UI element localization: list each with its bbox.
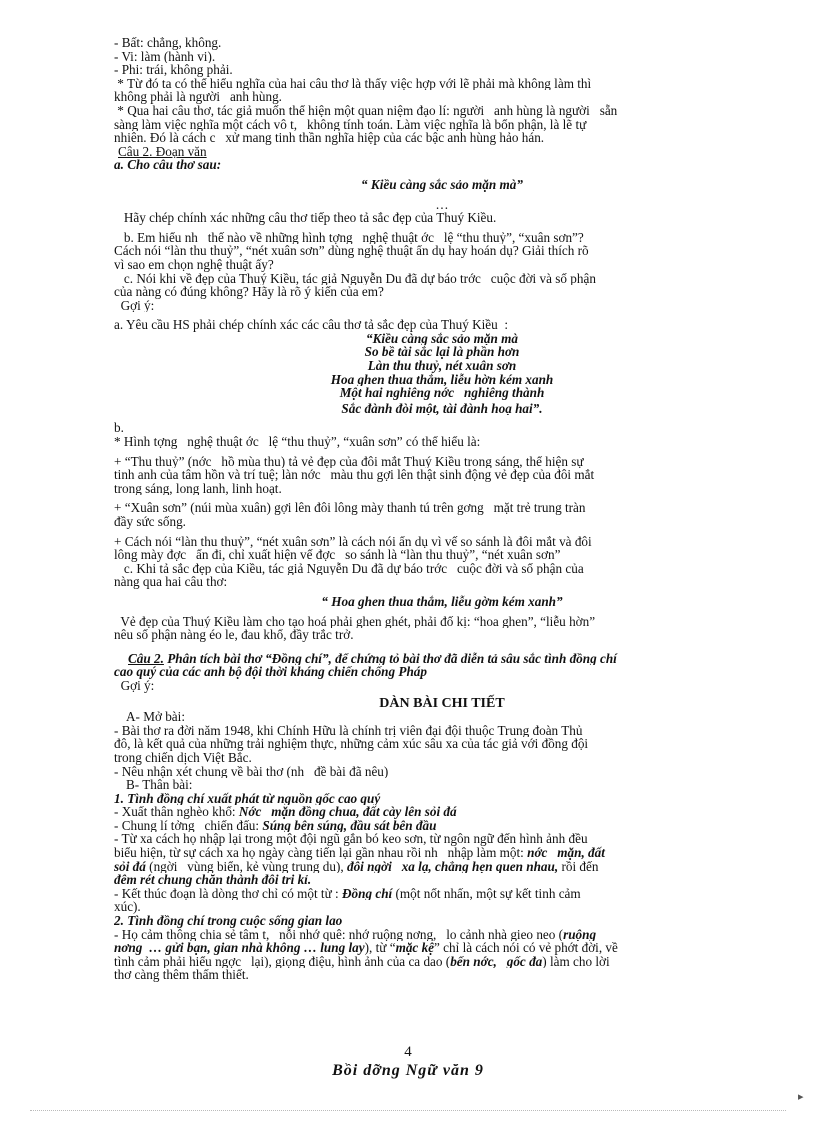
poem-line: “Kiều càng sắc sảo mặn mà xyxy=(365,331,519,346)
quote-span: mặc kệ xyxy=(395,941,435,955)
text-line: - Bất: chẳng, không. xyxy=(114,36,222,50)
quote-line: đêm rét chung chăn thành đôi tri kỉ. xyxy=(114,873,312,887)
text-line: Gợi ý: xyxy=(114,678,155,693)
text-span: rồi đến xyxy=(558,859,599,874)
outline-title: DÀN BÀI CHI TIẾT xyxy=(379,695,505,711)
text-line: xúc). xyxy=(114,900,141,915)
text-line: b. xyxy=(114,421,124,436)
page-footer: Bồi dỡng Ngữ văn 9 xyxy=(332,1062,484,1079)
quote-span: nơng … gửi bạn, gian nhà không … lung lay xyxy=(114,941,365,955)
text-line: - Phi: trái, không phải. xyxy=(114,63,233,77)
text-line: thơ càng thêm thấm thiết. xyxy=(114,968,249,982)
text-span: - Chung lí tởng chiến đấu: xyxy=(114,818,263,833)
quote-span: ruộng xyxy=(563,927,597,942)
page-number: 4 xyxy=(404,1044,412,1060)
text-line: Hãy chép chính xác những câu thơ tiếp theo tả sắc đẹp của Thuý Kiều. xyxy=(114,211,497,225)
text-line: của nàng có đúng không? Hãy là rõ ý kiến của em? xyxy=(114,285,384,299)
text-span: (một nốt nhấn, một sự kết tinh cảm xyxy=(392,886,581,901)
text-line: đầy sức sống. xyxy=(114,515,186,529)
poem-line: Sắc đành đòi một, tài đành hoạ hai”. xyxy=(341,401,543,416)
question-text: cao quý của các anh bộ đội thời kháng chiến chống Pháp xyxy=(114,665,427,679)
text-line: sàng làm việc nghĩa một cách vô t, không tính toán. Làm việc nghĩa là bổn phận, là lẽ tự xyxy=(114,117,587,132)
text-span: biểu hiện, từ sự cách xa họ ngày càng tiến lại gần nhau rồi nh nhập làm một: xyxy=(114,846,528,860)
corner-mark: ▸ xyxy=(798,1091,804,1103)
text-line: - Vi: làm (hành vi). xyxy=(114,49,216,64)
text-line: nàng qua hai câu thơ: xyxy=(114,575,228,589)
question-text: Phân tích bài thơ “Đồng chí”, để chứng tỏ bài thơ đã diễn tả sâu sắc tình đồng chí xyxy=(163,651,617,666)
section-heading: Câu 2. xyxy=(128,651,164,666)
text-span: - Họ cảm thông chia sẻ tâm t, nỗi nhớ quê: nhớ ruộng nơng, lo cảnh nhà gieo neo ( xyxy=(114,927,564,942)
text-line: - Bài thơ ra đời năm 1948, khi Chính Hữu là chính trị viên đại đội thuộc Trung đoàn Thủ xyxy=(114,723,583,738)
quote-span: đôi ngời xa lạ, chẳng hẹn quen nhau, xyxy=(346,859,559,874)
text-span: tình cảm phải hiểu ngợc lại), giọng điệu, hình ảnh của ca dao ( xyxy=(114,954,451,969)
text-line: + “Xuân sơn” (núi mùa xuân) gợi lên đôi lông mày thanh tú trên gơng mặt trẻ trung tràn xyxy=(114,501,586,515)
quote-span: Súng bên súng, đầu sát bên đầu xyxy=(262,818,437,833)
section-label: A- Mở bài: xyxy=(126,710,185,724)
text-line: không phải là người anh hùng. xyxy=(114,90,282,104)
text-line: * Hình tợng nghệ thuật ớc lệ “thu thuỷ”, “xuân sơn” có thể hiểu là: xyxy=(114,435,481,449)
subsection-title: 2. Tình đồng chí trong cuộc sống gian lao xyxy=(114,914,343,928)
poem-line: Một hai nghiêng nớc nghiêng thành xyxy=(339,386,545,400)
text-span: (ngời vùng biển, kẻ vùng trung du), xyxy=(145,859,347,874)
footer-rule xyxy=(30,1110,786,1111)
text-line: Cách nói “làn thu thuỷ”, “nét xuân sơn” dùng nghệ thuật ẩn dụ hay hoán dụ? Giải thích rõ xyxy=(114,244,589,258)
text-line: Vẻ đẹp của Thuý Kiều làm cho tạo hoá phải ghen ghét, phải đố kị: “hoa ghen”, “liễu hờn” xyxy=(114,614,596,629)
subheading: a. Cho câu thơ sau: xyxy=(114,158,222,172)
quote-span: Nớc mặn đồng chua, đất cày lên sỏi đá xyxy=(238,805,457,819)
text-line: trong sáng, long lanh, linh hoạt. xyxy=(114,481,282,496)
text-line: Gợi ý: xyxy=(114,298,155,313)
text-span: ” chỉ là cách nói có vẻ phớt đời, về xyxy=(434,941,618,955)
quote-span: nớc mặn, đất xyxy=(527,846,605,860)
text-line: c. Nói khi về đẹp của Thuý Kiều, tác giả Nguyễn Du đã dự báo trớc cuộc đời và số phận xyxy=(114,271,596,286)
section-heading: Câu 2. Đoạn văn xyxy=(118,144,207,159)
quote: “ Kiều càng sắc sảo mặn mà” xyxy=(361,177,523,192)
text-line: - Từ xa cách họ nhập lại trong một đội ngũ gắn bó keo sơn, từ ngôn ngữ đến hình ảnh đều xyxy=(114,832,588,847)
text-line: a. Yêu cầu HS phải chép chính xác các câu thơ tả sắc đẹp của Thuý Kiều : xyxy=(114,318,509,332)
text-line: vì sao em chọn nghệ thuật ấy? xyxy=(114,257,274,272)
text-span: ) làm cho lời xyxy=(542,954,610,969)
text-line: nêu số phận nàng éo le, đau khổ, đầy trắc trở. xyxy=(114,628,354,642)
text-line: trong chiến dịch Việt Bắc. xyxy=(114,750,252,765)
text-line: + “Thu thuỷ” (nớc hồ mùa thu) tả vẻ đẹp của đôi mắt Thuý Kiều trong sáng, thể hiện sự xyxy=(114,454,584,469)
text-span: - Xuất thân nghèo khổ: xyxy=(114,805,239,819)
poem-line: So bề tài sắc lại là phần hơn xyxy=(364,345,520,360)
text-line: * Từ đó ta có thể hiểu nghĩa của hai câu thơ là thấy việc hợp với lẽ phải mà không làm thì xyxy=(114,76,592,91)
text-line: đô, là kết quả của những trải nghiệm thực, những cảm xúc sâu xa của tác giả với đồng đội xyxy=(114,737,589,751)
text-line: c. Khi tả sắc đẹp của Kiều, tác giả Nguyễn Du đã dự báo trớc cuộc đời và số phận của xyxy=(114,561,584,576)
text-line: tinh anh của tâm hồn và trí tuệ; làn nớc màu thu gợi lên thật sinh động vẻ đẹp của đôi mắt xyxy=(114,468,595,482)
ellipsis: … xyxy=(435,197,449,212)
text-line: b. Em hiểu nh thế nào về những hình tợng nghệ thuật ớc lệ “thu thuỷ”, “xuân sơn”? xyxy=(114,230,584,245)
text-line: nhiên. Đó là cách c xử mang tinh thần nghĩa hiệp của các bậc anh hùng hảo hán. xyxy=(114,131,545,145)
quote: “ Hoa ghen thua thắm, liễu gờm kém xanh” xyxy=(321,594,563,609)
quote-span: sỏi đá xyxy=(114,859,146,874)
text-span: - Kết thúc đoạn là dòng thơ chỉ có một từ : xyxy=(114,886,343,901)
text-line: - Nêu nhận xét chung về bài thơ (nh đề bài đã nêu) xyxy=(114,764,389,779)
poem-line: Hoa ghen thua thắm, liễu hờn kém xanh xyxy=(330,372,554,387)
quote-span: bến nớc, gốc đa xyxy=(450,954,543,969)
quote-span: Đồng chí xyxy=(342,886,393,901)
poem-line: Làn thu thuỷ, nét xuân sơn xyxy=(367,359,517,373)
section-label: B- Thân bài: xyxy=(126,778,193,792)
document-page xyxy=(114,36,770,982)
text-line: * Qua hai câu thơ, tác giả muốn thể hiện một quan niệm đạo lí: người anh hùng là người sẵn xyxy=(114,103,618,118)
text-span: ), từ “ xyxy=(364,941,396,955)
text-line: + Cách nói “làn thu thuỷ”, “nét xuân sơn” là cách nói ẩn dụ vì vế so sánh là đôi mắt và đôi xyxy=(114,534,592,549)
subsection-title: 1. Tình đồng chí xuất phát từ nguồn gốc cao quý xyxy=(114,791,381,806)
text-line: lông mày đợc ẩn đi, chỉ xuất hiện vế đợc so sánh là “làn thu thuỷ”, “nét xuân sơn” xyxy=(114,548,561,562)
